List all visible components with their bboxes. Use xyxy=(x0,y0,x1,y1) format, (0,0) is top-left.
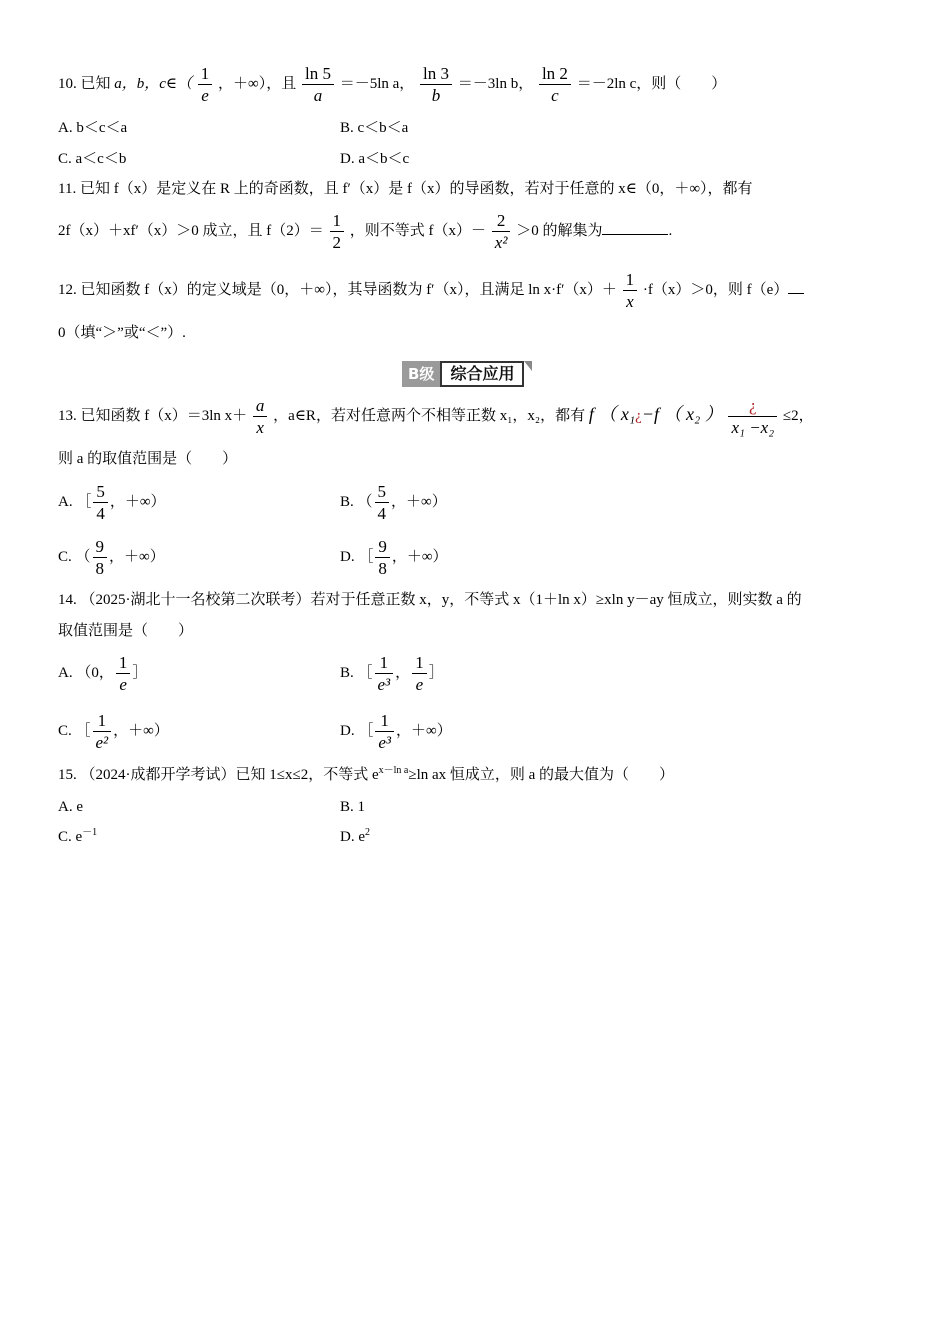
q14-line2: 取值范围是（ ） xyxy=(58,623,194,639)
q13-expr-f2: −f （ x₂ ） xyxy=(641,403,723,424)
q11-inequality: ，则不等式 f（x）－ xyxy=(349,222,487,239)
q14-option-a[interactable]: A. （0， $\frac{1}{e}$ ］ xyxy=(58,653,148,694)
q14-option-b[interactable]: B. ［ $\frac{1}{\text{e³}}$ ， $\frac{1}{e}$ ］ xyxy=(340,653,444,694)
corner-fold-icon xyxy=(524,361,532,371)
q10-option-d[interactable]: D. a＜b＜c xyxy=(340,151,410,167)
q12-line1 xyxy=(58,270,804,311)
q10-interval: ，＋∞），且 xyxy=(218,75,297,92)
q10-eq1: ＝－5ln a， xyxy=(339,75,415,92)
q15-condition: ≥ln ax 恒成立，则 a 的最大值为（ ） xyxy=(408,767,675,783)
q15-option-c[interactable]: C. $e^{-1}$ xyxy=(58,827,98,845)
q11-solution-prompt: ＞0 的解集为 xyxy=(516,222,603,239)
q13-frac-a-over-x: $\frac{a}{x}$ xyxy=(253,396,268,437)
q15-option-b[interactable]: B. 1 xyxy=(340,799,366,815)
q10-option-c[interactable]: C. a＜c＜b xyxy=(58,151,127,167)
q13-line2: 则 a 的取值范围是（ ） xyxy=(58,451,238,467)
q13-option-d[interactable]: D. ［ $\frac{9}{8}$ ，＋∞） xyxy=(340,537,448,578)
q13-option-a[interactable]: A. ［ $\frac{5}{4}$ ，＋∞） xyxy=(58,482,166,523)
q10-option-a[interactable]: A. b＜c＜a xyxy=(58,120,128,136)
q11-condition: 2f（x）＋xf′（x）＞0 成立，且 f（2）＝ xyxy=(58,222,324,239)
section-badge xyxy=(402,361,532,387)
q12-stem: 12. 已知函数 f（x）的定义域是（0，＋∞），其导函数为 f′（x），且满足 ln x·f′（x）＋ xyxy=(58,281,617,298)
q14-option-d[interactable]: D. ［ $\frac{1}{\text{e³}}$ ，＋∞） xyxy=(340,711,452,752)
q10-eq3: ＝－2ln c，则（ ） xyxy=(576,75,727,92)
q13-condition: ，a∈R，若对任意两个不相等正数 x₁，x₂，都有 xyxy=(273,407,586,424)
q14-line1: 14. （2025·湖北十一名校第二次联考）若对于任意正数 x，y，不等式 x（1＋ln x）≥xln y－ay 恒成立，则实数 a 的 xyxy=(58,592,802,608)
q15-exponent: x－ln a xyxy=(378,765,409,776)
q10-stem xyxy=(58,64,726,105)
q13-frac-difference: $\frac{¿}{\text{x₁ −x₂}}$ xyxy=(728,396,777,437)
q11-answer-blank[interactable] xyxy=(602,220,668,235)
q15-option-a[interactable]: A. e xyxy=(58,799,83,815)
q13-stem: 13. 已知函数 f（x）＝3ln x＋ xyxy=(58,407,248,424)
q15-option-d[interactable]: D. $e^2$ xyxy=(340,827,370,845)
q11-line2: 2f（x）＋xf′（x）＞0 成立，且 f（2）＝ $\frac{1}{2}$ ，则不等式 f（x）－ $\frac{2}{\text{x²}}$ ＞0 的解集为 . xyxy=(58,211,673,252)
q11-frac-2-over-x2: $\frac{2}{\text{x²}}$ xyxy=(492,211,511,252)
q13-expr-f1: f （ x₁ xyxy=(588,403,636,424)
q10-frac-ln5: $\frac{\ln 5}{a}$ xyxy=(302,64,334,105)
q13-line1: 13. 已知函数 f（x）＝3ln x＋ $\frac{a}{x}$ ，a∈R，若对任意两个不相等正数 x₁，x₂，都有 f （ x₁¿−f （ x₂ ） $\frac{¿}{\text{x₁ −x₂}}$ ≤2， xyxy=(58,396,814,437)
q12-line2: 0（填“＞”或“＜”）. xyxy=(58,325,186,341)
q10-frac-1-over-e: $\frac{1}{e}$ xyxy=(198,64,213,105)
q10-frac-ln2: $\frac{\ln 2}{c}$ xyxy=(539,64,571,105)
q15-stem: 15. （2024·成都开学考试）已知 1≤x≤2，不等式 e xyxy=(58,767,379,783)
q10-option-b[interactable]: B. c＜b＜a xyxy=(340,120,409,136)
q10-eq2: ＝－3ln b， xyxy=(457,75,534,92)
q13-option-c[interactable]: C. （ $\frac{9}{8}$ ，＋∞） xyxy=(58,537,165,578)
q12-frac-1-over-x: $\frac{1}{x}$ xyxy=(623,270,638,311)
q15-line1 xyxy=(58,765,674,785)
section-title: 综合应用 xyxy=(440,361,524,387)
q10-frac-ln3: $\frac{\ln 3}{b}$ xyxy=(420,64,452,105)
q14-option-c[interactable]: C. ［ $\frac{1}{\text{e²}}$ ，＋∞） xyxy=(58,711,169,752)
q11-line1: 11. 已知 f（x）是定义在 R 上的奇函数，且 f′（x）是 f（x）的导函数，若对于任意的 x∈（0，＋∞），都有 xyxy=(58,181,753,197)
q12-answer-blank[interactable] xyxy=(788,279,804,294)
section-level: B级 xyxy=(402,361,440,387)
q10-vars: a，b，c∈（ xyxy=(114,75,193,92)
q10-number: 10. 已知 xyxy=(58,75,111,92)
q13-option-b[interactable]: B. （ $\frac{5}{4}$ ，＋∞） xyxy=(340,482,447,523)
q12-condition: ·f（x）＞0，则 f（e） xyxy=(642,281,789,298)
q11-frac-half: $\frac{1}{2}$ xyxy=(330,211,345,252)
